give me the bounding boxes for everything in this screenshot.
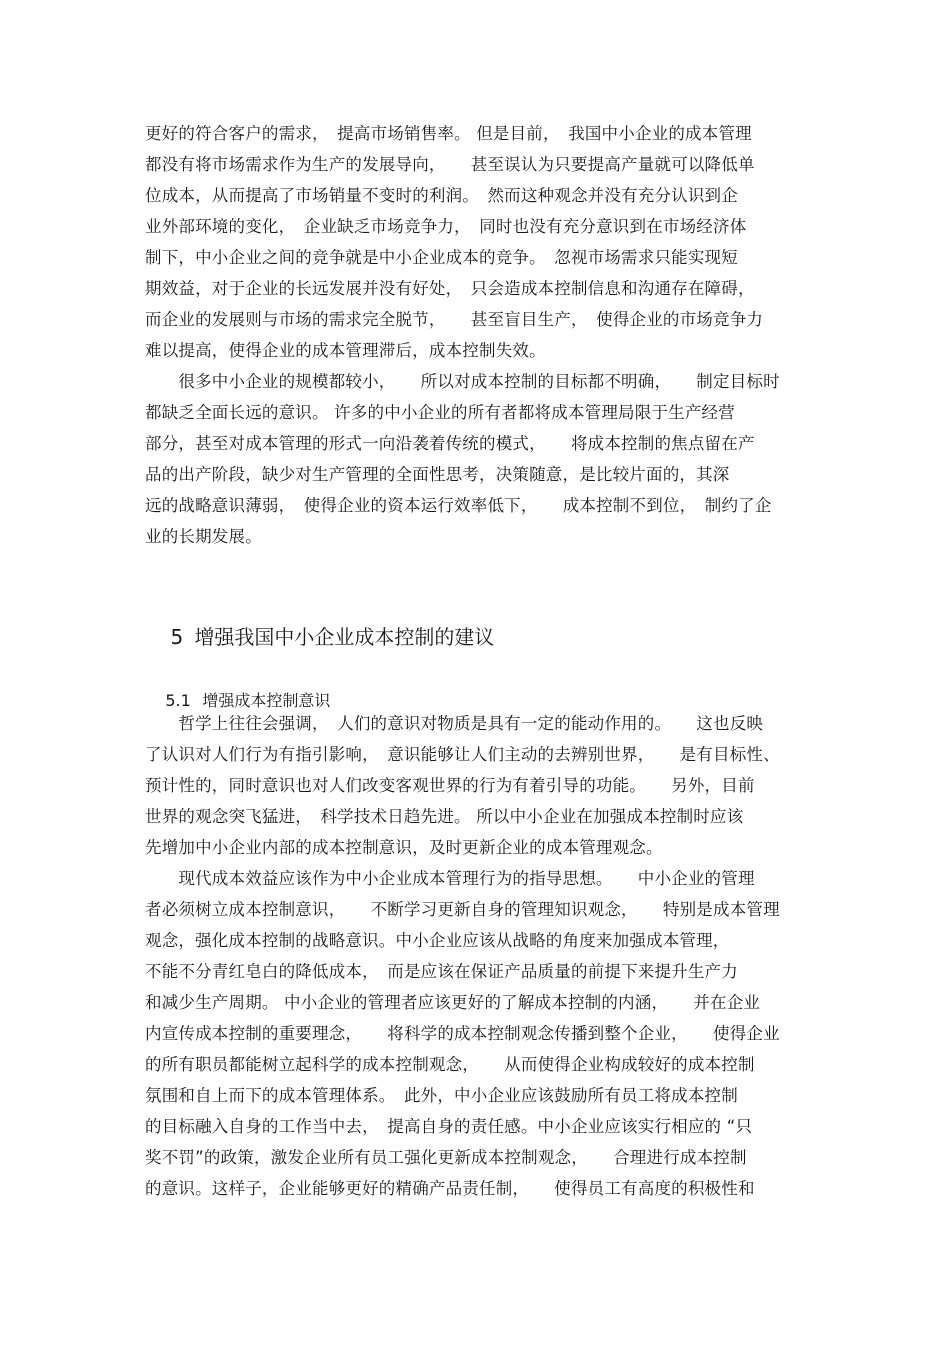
text-line: 位成本，从而提高了市场销量不变时的利润。 然而这种观念并没有充分认识到企 xyxy=(145,186,738,205)
text-line: 都缺乏全面长远的意识。 许多的中小企业的所有者都将成本管理局限于生产经营 xyxy=(145,403,735,422)
text-line: 内宣传成本控制的重要理念， 将科学的成本控制观念传播到整个企业， 使得企业 xyxy=(145,1024,780,1043)
subsection-title: 增强成本控制意识 xyxy=(202,691,331,710)
text-line: 很多中小企业的规模都较小， 所以对成本控制的目标都不明确， 制定目标时 xyxy=(145,372,780,391)
text-line: 先增加中小企业内部的成本控制意识，及时更新企业的成本管理观念。 xyxy=(145,838,663,857)
section-number: 5 xyxy=(170,625,184,649)
text-line: 品的出产阶段，缺少对生产管理的全面性思考，决策随意，是比较片面的，其深 xyxy=(145,465,730,484)
section-title: 增强我国中小企业成本控制的建议 xyxy=(194,625,495,649)
text-line: 者必须树立成本控制意识， 不断学习更新自身的管理知识观念， 特别是成本管理 xyxy=(145,900,780,919)
text-line: 期效益，对于企业的长远发展并没有好处， 只会造成本控制信息和沟通存在障碍， xyxy=(145,279,755,298)
text-line: 了认识对人们行为有指引影响， 意识能够让人们主动的去辨别世界， 是有目标性、 xyxy=(145,745,780,764)
text-line: 的所有职员都能树立起科学的成本控制观念， 从而使得企业构成较好的成本控制 xyxy=(145,1055,755,1074)
text-line: 预计性的，同时意识也对人们改变客观世界的行为有着引导的功能。 另外，目前 xyxy=(145,776,755,795)
text-line: 观念，强化成本控制的战略意识。中小企业应该从战略的角度来加强成本管理， xyxy=(145,931,730,950)
text-line: 业外部环境的变化， 企业缺乏市场竞争力， 同时也没有充分意识到在市场经济体 xyxy=(145,217,747,236)
text-line: 远的战略意识薄弱， 使得企业的资本运行效率低下， 成本控制不到位， 制约了企 xyxy=(145,496,772,515)
text-line: 奖不罚”的政策，激发企业所有员工强化更新成本控制观念， 合理进行成本控制 xyxy=(145,1148,747,1167)
text-line: 哲学上往往会强调， 人们的意识对物质是具有一定的能动作用的。 这也反映 xyxy=(145,714,764,733)
text-line: 的目标融入自身的工作当中去， 提高自身的责任感。中小企业应该实行相应的 “只 xyxy=(145,1117,753,1136)
subsection-number: 5.1 xyxy=(165,691,191,710)
text-line: 制下，中小企业之间的竞争就是中小企业成本的竞争。 忽视市场需求只能实现短 xyxy=(145,248,738,267)
text-line: 不能不分青红皂白的降低成本， 而是应该在保证产品质量的前提下来提升生产力 xyxy=(145,962,738,981)
text-line: 难以提高，使得企业的成本管理滞后，成本控制失效。 xyxy=(145,341,546,360)
text-line: 部分，甚至对成本管理的形式一向沿袭着传统的模式， 将成本控制的焦点留在产 xyxy=(145,434,755,453)
text-line: 都没有将市场需求作为生产的发展导向， 甚至误认为只要提高产量就可以降低单 xyxy=(145,155,755,174)
paragraph-modern-cost-benefit xyxy=(145,863,815,1204)
text-line: 世界的观念突飞猛进， 科学技术日趋先进。 所以中小企业在加强成本控制时应该 xyxy=(145,807,744,826)
text-line: 更好的符合客户的需求， 提高市场销售率。 但是目前， 我国中小企业的成本管理 xyxy=(145,124,752,143)
text-line: 业的长期发展。 xyxy=(145,527,262,546)
text-line: 现代成本效益应该作为中小企业成本管理行为的指导思想。 中小企业的管理 xyxy=(145,869,755,888)
paragraph-scale-and-strategy xyxy=(145,366,815,552)
paragraph-market-demand xyxy=(145,118,815,366)
text-line: 而企业的发展则与市场的需求完全脱节， 甚至盲目生产， 使得企业的市场竞争力 xyxy=(145,310,764,329)
text-line: 和减少生产周期。 中小企业的管理者应该更好的了解成本控制的内涵， 并在企业 xyxy=(145,993,761,1012)
paragraph-philosophy-awareness xyxy=(145,708,815,863)
text-line: 的意识。这样子，企业能够更好的精确产品责任制， 使得员工有高度的积极性和 xyxy=(145,1179,755,1198)
text-line: 氛围和自上而下的成本管理体系。 此外，中小企业应该鼓励所有员工将成本控制 xyxy=(145,1086,738,1105)
